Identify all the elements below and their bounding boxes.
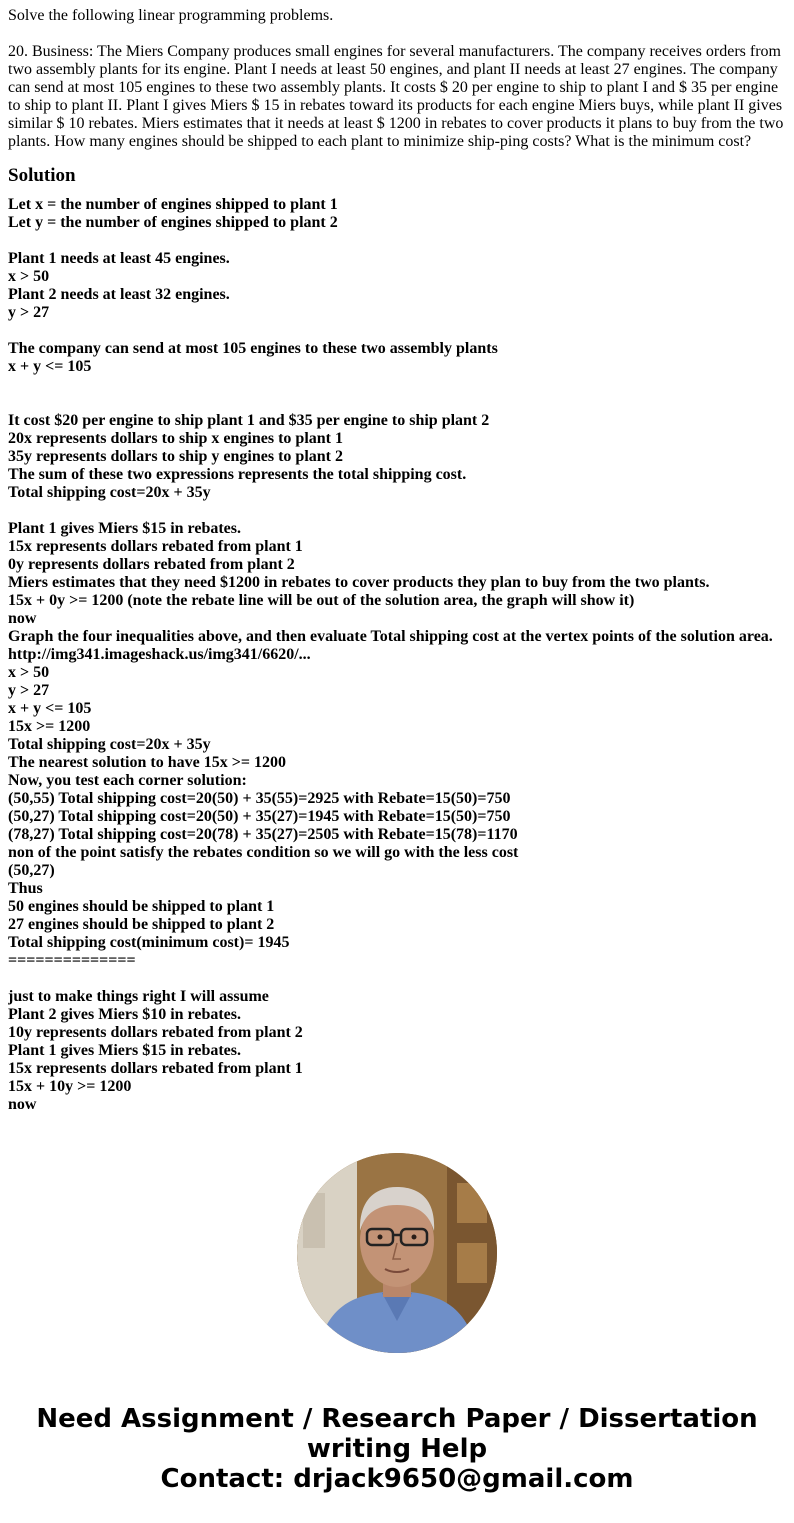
solution-line: 15x + 10y >= 1200	[8, 1078, 132, 1095]
solution-line: Total shipping cost(minimum cost)= 1945	[8, 934, 290, 951]
solution-heading: Solution	[8, 165, 76, 186]
solution-line: Let y = the number of engines shipped to plant 2	[8, 214, 338, 231]
solution-line: (78,27) Total shipping cost=20(78) + 35(27)=2505 with Rebate=15(78)=1170	[8, 826, 518, 843]
solution-line: 15x represents dollars rebated from plant 1	[8, 1060, 303, 1077]
solution-line: Thus	[8, 880, 43, 897]
solution-line: The nearest solution to have 15x >= 1200	[8, 754, 286, 771]
solution-line: The company can send at most 105 engines to these two assembly plants	[8, 340, 498, 357]
question-block	[8, 7, 786, 151]
solution-line	[8, 394, 786, 412]
solution-line: Miers estimates that they need $1200 in rebates to cover products they plan to buy from the two plants.	[8, 574, 710, 591]
solution-line: (50,55) Total shipping cost=20(50) + 35(55)=2925 with Rebate=15(50)=750	[8, 790, 511, 807]
solution-line: Plant 1 needs at least 45 engines.	[8, 250, 230, 267]
banner-line-2: writing Help	[306, 1434, 488, 1464]
solution-line: Plant 1 gives Miers $15 in rebates.	[8, 1042, 242, 1059]
solution-line: 50 engines should be shipped to plant 1	[8, 898, 275, 915]
solution-line: 15x represents dollars rebated from plant 1	[8, 538, 303, 555]
solution-line: 15x + 0y >= 1200 (note the rebate line will be out of the solution area, the graph will show it)	[8, 592, 635, 609]
solution-line: (50,27)	[8, 862, 55, 879]
solution-line	[8, 502, 786, 520]
solution-line: Plant 2 needs at least 32 engines.	[8, 286, 230, 303]
solution-line: just to make things right I will assume	[8, 988, 269, 1005]
solution-line: x + y <= 105	[8, 700, 92, 717]
document	[8, 7, 786, 1140]
solution-line	[8, 970, 786, 988]
solution-line: Plant 2 gives Miers $10 in rebates.	[8, 1006, 242, 1023]
solution-line: It cost $20 per engine to ship plant 1 and $35 per engine to ship plant 2	[8, 412, 490, 429]
solution-line: (50,27) Total shipping cost=20(50) + 35(27)=1945 with Rebate=15(50)=750	[8, 808, 511, 825]
solution-line	[8, 376, 786, 394]
solution-line: 35y represents dollars to ship y engines to plant 2	[8, 448, 343, 465]
portrait-image	[297, 1153, 497, 1353]
solution-line: x > 50	[8, 268, 50, 285]
solution-line: 20x represents dollars to ship x engines to plant 1	[8, 430, 343, 447]
solution-line: Total shipping cost=20x + 35y	[8, 736, 211, 753]
solution-line: non of the point satisfy the rebates condition so we will go with the less cost	[8, 844, 519, 861]
solution-line: y > 27	[8, 682, 50, 699]
solution-line: y > 27	[8, 304, 50, 321]
spacer	[8, 25, 786, 43]
solution-body	[8, 196, 786, 1140]
solution-line: x + y <= 105	[8, 358, 92, 375]
solution-line: x > 50	[8, 664, 50, 681]
author-avatar	[297, 1153, 497, 1353]
solution-line: http://img341.imageshack.us/img341/6620/...	[8, 646, 311, 663]
solution-line: The sum of these two expressions represents the total shipping cost.	[8, 466, 467, 483]
solution-line: 15x >= 1200	[8, 718, 91, 735]
solution-line: now	[8, 1096, 37, 1113]
solution-line	[8, 232, 786, 250]
solution-line: Plant 1 gives Miers $15 in rebates.	[8, 520, 242, 537]
solution-line: Graph the four inequalities above, and then evaluate Total shipping cost at the vertex points of the solution area.	[8, 628, 773, 645]
banner-line-3: Contact: drjack9650@gmail.com	[160, 1464, 634, 1494]
solution-line: ==============	[8, 952, 136, 969]
solution-line: 27 engines should be shipped to plant 2	[8, 916, 275, 933]
solution-line	[8, 322, 786, 340]
solution-line: Now, you test each corner solution:	[8, 772, 247, 789]
question-problem: 20. Business: The Miers Company produces small engines for several manufacturers. The company receives orders from two assembly plants for its engine. Plant I needs at least 50 engines, and plant II needs at least 27 engines. The company can send at most 105 engines to these two assembly plants. It costs $ 20 per engine to ship to plant I and $ 35 per engine to ship to plant II. Plant I gives Miers $ 15 in rebates toward its products for each engine Miers buys, while plant II gives similar $ 10 rebates. Miers estimates that it needs at least $ 1200 in rebates to cover products it plans to buy from the two plants. How many engines should be shipped to each plant to minimize ship-ping costs? What is the minimum cost?	[8, 43, 784, 150]
solution-line: Total shipping cost=20x + 35y	[8, 484, 211, 501]
contact-banner	[0, 1404, 794, 1494]
banner-line-1: Need Assignment / Research Paper / Dissertation	[36, 1404, 758, 1434]
solution-line: 0y represents dollars rebated from plant 2	[8, 556, 295, 573]
question-intro: Solve the following linear programming problems.	[8, 7, 334, 24]
solution-line: Let x = the number of engines shipped to plant 1	[8, 196, 338, 213]
solution-line: now	[8, 610, 37, 627]
solution-line: 10y represents dollars rebated from plant 2	[8, 1024, 303, 1041]
